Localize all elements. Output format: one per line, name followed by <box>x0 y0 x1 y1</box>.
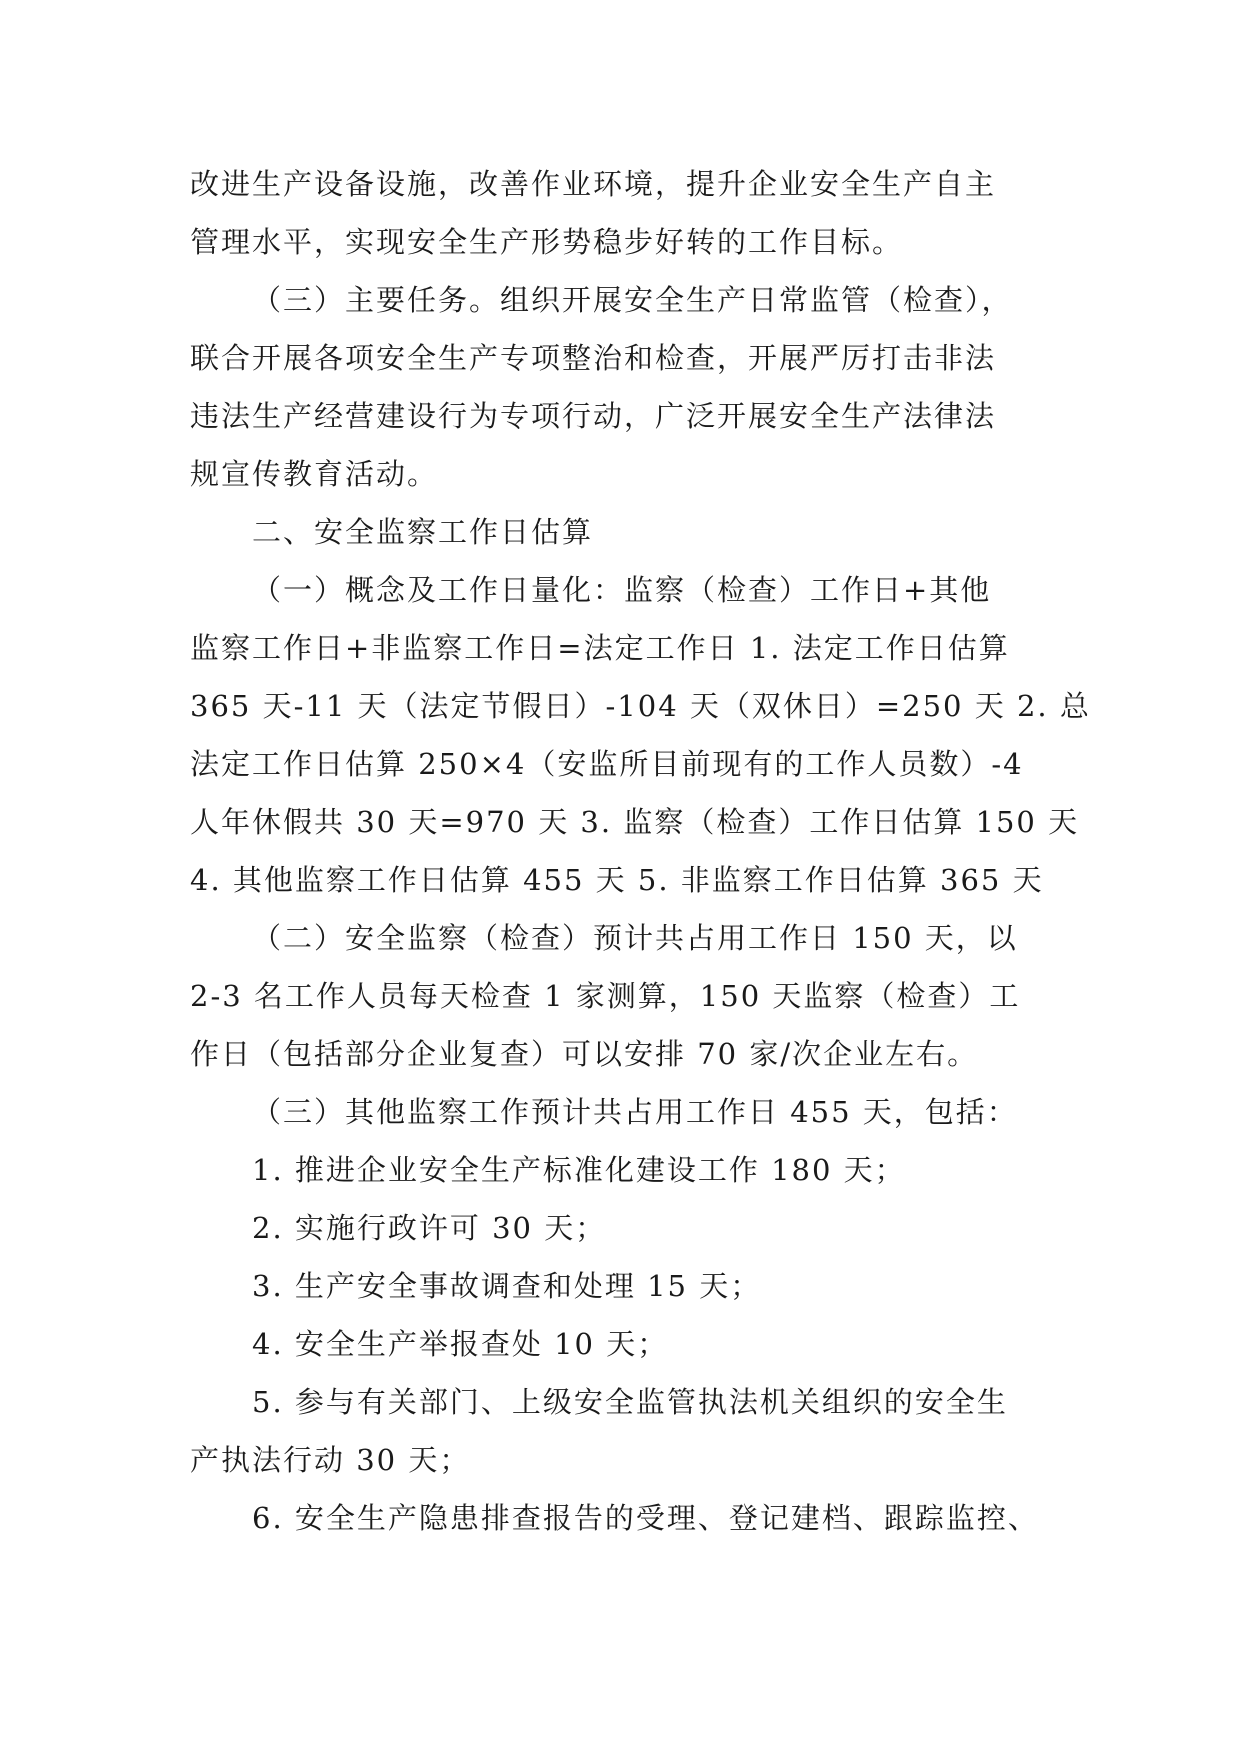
text-line: 违法生产经营建设行为专项行动，广泛开展安全生产法律法 <box>190 399 997 433</box>
list-item: 5. 参与有关部门、上级安全监管执法机关组织的安全生 <box>252 1385 1008 1419</box>
text-line: 管理水平，实现安全生产形势稳步好转的工作目标。 <box>190 225 904 259</box>
text-line: 人年休假共 30 天=970 天 3. 监察（检查）工作日估算 150 天 <box>190 805 1080 839</box>
list-item: 2. 实施行政许可 30 天； <box>252 1211 607 1245</box>
text-line: 产执法行动 30 天； <box>190 1443 471 1477</box>
list-item: 1. 推进企业安全生产标准化建设工作 180 天； <box>252 1153 906 1187</box>
text-line: 4. 其他监察工作日估算 455 天 5. 非监察工作日估算 365 天 <box>190 863 1044 897</box>
list-item: 6. 安全生产隐患排查报告的受理、登记建档、跟踪监控、 <box>252 1501 1039 1535</box>
list-item: 3. 生产安全事故调查和处理 15 天； <box>252 1269 762 1303</box>
text-line: （三）其他监察工作预计共占用工作日 455 天，包括： <box>252 1095 1018 1129</box>
text-line: （一）概念及工作日量化：监察（检查）工作日+其他 <box>252 573 992 607</box>
text-line: （二）安全监察（检查）预计共占用工作日 150 天，以 <box>252 921 1018 955</box>
text-line: 365 天-11 天（法定节假日）-104 天（双休日）=250 天 2. 总 <box>190 689 1091 723</box>
text-line: 联合开展各项安全生产专项整治和检查，开展严厉打击非法 <box>190 341 997 375</box>
text-line: 2-3 名工作人员每天检查 1 家测算，150 天监察（检查）工 <box>190 979 1021 1013</box>
text-line: （三）主要任务。组织开展安全生产日常监管（检查）， <box>252 283 1013 317</box>
list-item: 4. 安全生产举报查处 10 天； <box>252 1327 669 1361</box>
section-heading: 二、安全监察工作日估算 <box>252 515 594 549</box>
text-line: 作日（包括部分企业复查）可以安排 70 家/次企业左右。 <box>190 1037 979 1071</box>
text-line: 规宣传教育活动。 <box>190 457 439 491</box>
text-line: 法定工作日估算 250×4（安监所目前现有的工作人员数）-4 <box>190 747 1024 781</box>
text-line: 改进生产设备设施，改善作业环境，提升企业安全生产自主 <box>190 167 997 201</box>
text-line: 监察工作日+非监察工作日=法定工作日 1. 法定工作日估算 <box>190 631 1010 665</box>
